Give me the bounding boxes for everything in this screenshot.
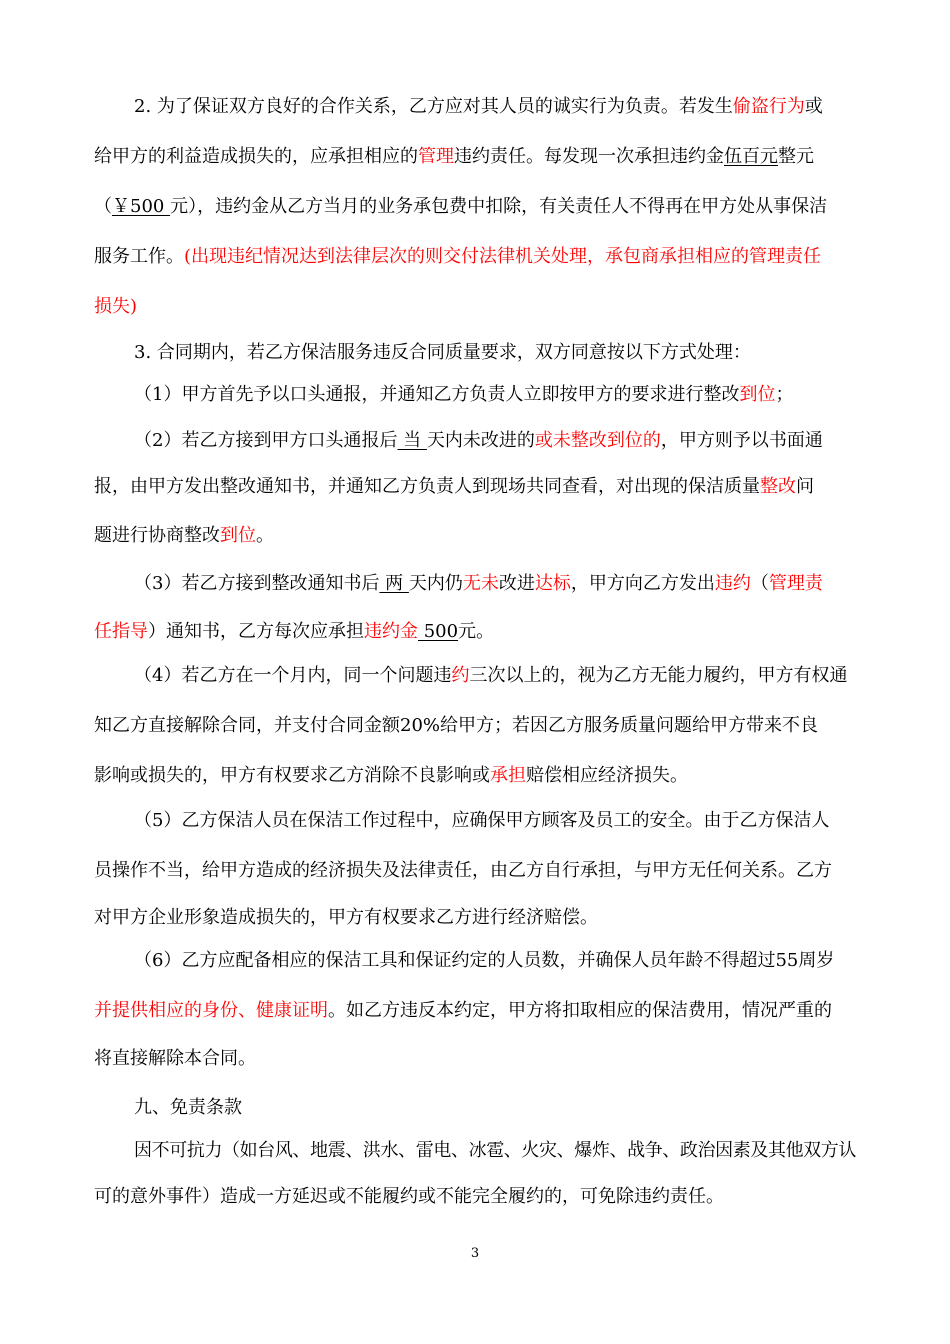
clause2-line3 [94,195,827,219]
text: 服务工作。 [94,246,184,267]
text: 元），违约金从乙方当月的业务承包费中扣除，有关责任人不得再在甲方处从事保洁 [170,196,828,217]
clause3-item2-line1 [134,429,823,453]
underlined-value: 当 [397,430,427,451]
text: 将直接解除本合同。 [94,1048,256,1069]
section9-heading [134,1096,242,1120]
section9-line2 [94,1185,724,1209]
highlight-text: 违约金 [364,621,418,642]
text: 影响或损失的，甲方有权要求乙方消除不良影响或 [94,765,490,786]
underlined-amount: 伍百元 [724,146,778,167]
underlined-value: 两 [379,573,409,594]
section9-line1 [134,1139,856,1163]
clause3-item1 [134,383,793,407]
highlight-text: 承担 [490,765,526,786]
text: 因不可抗力（如台风、地震、洪水、雷电、冰雹、火灾、爆炸、战争、政治因素及其他双方认 [134,1140,857,1161]
heading-text: 九、免责条款 [134,1097,242,1118]
text: 知乙方直接解除合同，并支付合同金额20%给甲方；若因乙方服务质量问题给甲方带来不良 [94,715,819,736]
clause3-item6-line2 [94,999,832,1023]
text: 。 [256,525,274,546]
highlight-text: 或未整改到位的 [534,430,661,451]
highlight-text: 约 [451,665,470,686]
highlight-text: 任指导 [94,621,148,642]
text: 赔偿相应经济损失。 [526,765,688,786]
clause3-item6-line3 [94,1047,256,1071]
highlight-text: 管理 [418,146,454,167]
clause3-item5-line1 [134,809,829,833]
text: （2）若乙方接到甲方口头通报后 [134,430,398,451]
text: ； [775,384,794,405]
text: 或 [804,96,823,117]
underlined-amount: 500 [418,621,459,642]
text: 。如乙方违反本约定，甲方将扣取相应的保洁费用，情况严重的 [328,1000,832,1021]
text: 报，由甲方发出整改通知书，并通知乙方负责人到现场共同查看，对出现的保洁质量 [94,476,760,497]
text: 员操作不当，给甲方造成的经济损失及法律责任，由乙方自行承担，与甲方无任何关系。乙方 [94,860,832,881]
text: （ [94,196,112,217]
text: （6）乙方应配备相应的保洁工具和保证约定的人员数，并确保人员年龄不得超过55周岁 [134,950,835,971]
text: 3. 合同期内，若乙方保洁服务违反合同质量要求，双方同意按以下方式处理： [134,342,751,363]
text: 问 [796,476,814,497]
highlight-text: 偷盗行为 [732,96,805,117]
text: 整元 [778,146,814,167]
highlight-text: 到位 [739,384,776,405]
highlight-text: 并提供相应的身份、健康证明 [94,1000,328,1021]
highlight-text: 无未 [462,573,499,594]
text: 给甲方的利益造成损失的，应承担相应的 [94,146,418,167]
clause2-line4 [94,245,821,269]
highlight-text: 损失) [94,296,138,317]
clause3-item4-line1 [134,664,847,688]
clause3-item3-line2 [94,620,494,644]
text: 天内仍 [408,573,463,594]
highlight-text: 达标 [534,573,571,594]
page-number: 3 [470,1246,480,1261]
highlight-text: 整改 [760,476,796,497]
text: 对甲方企业形象造成损失的，甲方有权要求乙方进行经济赔偿。 [94,907,598,928]
text: （ [750,573,769,594]
text: 可的意外事件）造成一方延迟或不能履约或不能完全履约的，可免除违约责任。 [94,1186,724,1207]
text: ）通知书，乙方每次应承担 [148,621,364,642]
clause3-item5-line3 [94,906,598,930]
underlined-amount: ￥500 [112,196,171,217]
clause2-line5 [94,295,137,319]
highlight-text: (出现违纪情况达到法律层次的则交付法律机关处理，承包商承担相应的管理责任 [184,246,822,267]
text: 三次以上的，视为乙方无能力履约，甲方有权通 [469,665,848,686]
text: （5）乙方保洁人员在保洁工作过程中，应确保甲方顾客及员工的安全。由于乙方保洁人 [134,810,830,831]
clause2-line2 [94,145,814,169]
highlight-text: 到位 [220,525,256,546]
text: 违约责任。每发现一次承担违约金 [454,146,724,167]
clause2-line1 [134,95,823,119]
highlight-text: 管理责 [768,573,823,594]
text: 2. 为了保证双方良好的合作关系，乙方应对其人员的诚实行为负责。若发生 [134,96,733,117]
clause3-item2-line2 [94,475,814,499]
text: ，甲方则予以书面通 [660,430,823,451]
clause3-item6-line1 [134,949,834,973]
text: ，甲方向乙方发出 [570,573,715,594]
text: （4）若乙方在一个月内，同一个问题违 [134,665,452,686]
highlight-text: 违约 [714,573,751,594]
text: （3）若乙方接到整改通知书后 [134,573,380,594]
text: 天内未改进的 [426,430,535,451]
text: （1）甲方首先予以口头通报，并通知乙方负责人立即按甲方的要求进行整改 [134,384,740,405]
text: 元。 [458,621,495,642]
clause3-item2-line3 [94,524,274,548]
clause3-item5-line2 [94,859,832,883]
clause3-item4-line3 [94,764,688,788]
clause3-intro [134,341,751,365]
clause3-item3-line1 [134,572,823,596]
text: 题进行协商整改 [94,525,220,546]
text: 改进 [498,573,535,594]
clause3-item4-line2 [94,714,818,738]
